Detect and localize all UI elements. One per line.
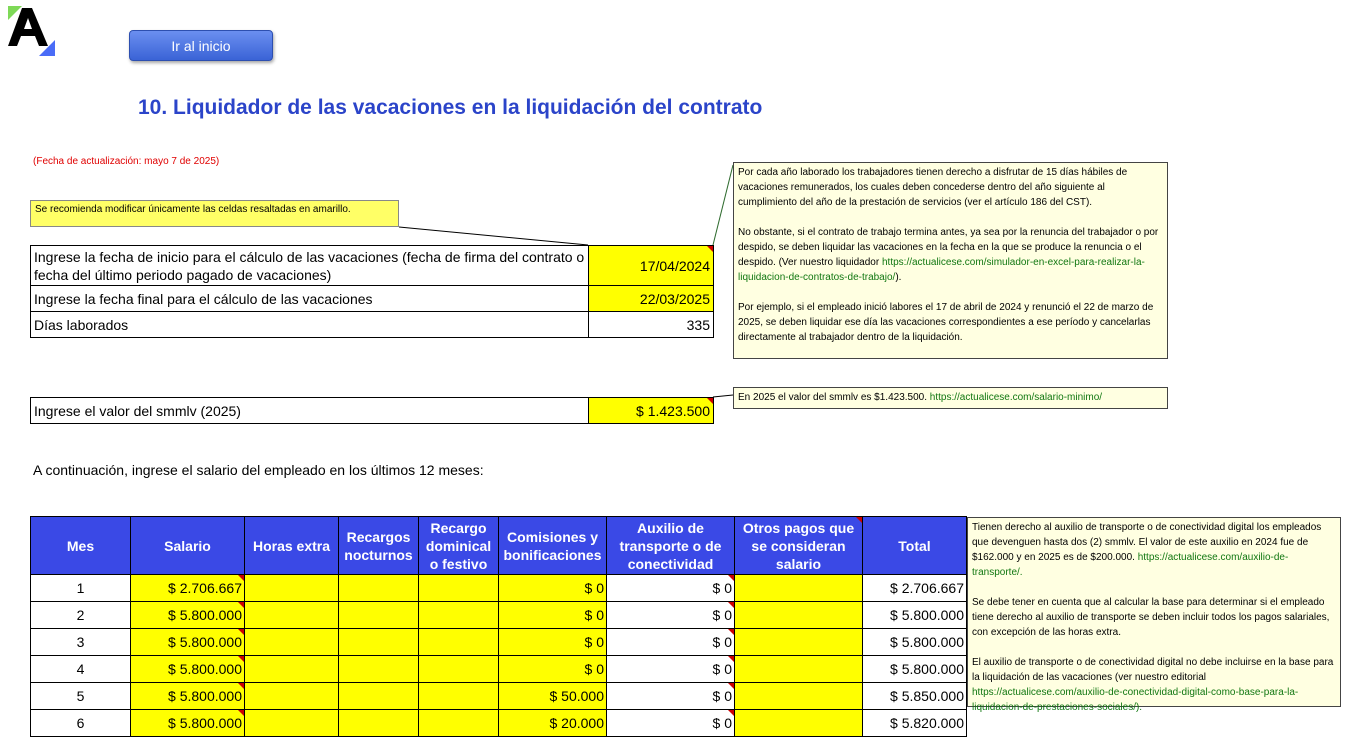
salary-input[interactable]: $ 5.800.000 [131,710,245,737]
col-horas-extra: Horas extra [245,517,339,575]
night-surcharge-input[interactable] [339,629,419,656]
salary-input[interactable]: $ 5.800.000 [131,602,245,629]
days-worked-value: 335 [589,312,714,338]
night-surcharge-input[interactable] [339,683,419,710]
other-payments-input[interactable] [735,629,863,656]
other-payments-input[interactable] [735,683,863,710]
table-row [31,683,967,710]
night-surcharge-input[interactable] [339,602,419,629]
commissions-input[interactable]: $ 0 [499,629,607,656]
mes-cell: 4 [31,656,131,683]
salary-intro: A continuación, ingrese el salario del empleado en los últimos 12 meses: [33,462,484,478]
col-recargo-dominical: Recargo dominical o festivo [419,517,499,575]
transport-note-p2: Se debe tener en cuenta que al calcular la base para determinar si el empleado tiene derecho al auxilio de transporte se deben incluir todos los pagos salariales, con excepción de las horas extra. [972,597,1330,638]
smmlv-form [30,397,714,424]
overtime-input[interactable] [245,575,339,602]
smmlv-label: Ingrese el valor del smmlv (2025) [31,398,589,424]
sunday-surcharge-input[interactable] [419,710,499,737]
vacations-note-p3: Por ejemplo, si el empleado inició labores el 17 de abril de 2024 y renunció el 22 de marzo de 2025, se deben liquidar ese día las vacaciones correspondientes a ese período y cancelarlas directamente al trabajador dentro de la liquidación. [738,302,1154,343]
sunday-surcharge-input[interactable] [419,683,499,710]
sunday-surcharge-input[interactable] [419,602,499,629]
mes-cell: 5 [31,683,131,710]
days-worked-label: Días laborados [31,312,589,338]
commissions-input[interactable]: $ 50.000 [499,683,607,710]
home-button[interactable]: Ir al inicio [129,30,273,61]
overtime-input[interactable] [245,683,339,710]
other-payments-input[interactable] [735,656,863,683]
salario-minimo-link[interactable]: https://actualicese.com/salario-minimo/ [929,392,1103,403]
auxilio-transporte-link[interactable]: https://actualicese.com/auxilio-de-transporte/. [972,552,1289,578]
total-cell: $ 5.800.000 [863,602,967,629]
dates-form [30,245,714,338]
vacations-comment [733,162,1168,359]
table-row [31,710,967,737]
other-payments-input[interactable] [735,710,863,737]
other-payments-input[interactable] [735,602,863,629]
transport-allowance-cell: $ 0 [607,656,735,683]
transport-note-p3: El auxilio de transporte o de conectividad digital no debe incluirse en la base para la liquidación de las vacaciones (ver nuestro editorial https://actualicese.com/auxilio-de-conectividad-digital-como-base-para-la-liquidacion-de-prestaciones-sociales/). [972,657,1334,713]
smmlv-comment: En 2025 el valor del smmlv es $1.423.500. https://actualicese.com/salario-minimo/ [733,387,1168,409]
sunday-surcharge-input[interactable] [419,656,499,683]
night-surcharge-input[interactable] [339,656,419,683]
transport-allowance-cell: $ 0 [607,629,735,656]
transport-allowance-cell: $ 0 [607,602,735,629]
overtime-input[interactable] [245,656,339,683]
liquidador-link[interactable]: https://actualicese.com/simulador-en-excel-para-realizar-la-liquidacion-de-contratos-de-trabajo/ [738,257,1145,283]
mes-cell: 1 [31,575,131,602]
commissions-input[interactable]: $ 20.000 [499,710,607,737]
night-surcharge-input[interactable] [339,710,419,737]
transport-comment [967,517,1341,713]
overtime-input[interactable] [245,602,339,629]
other-payments-input[interactable] [735,575,863,602]
commissions-input[interactable]: $ 0 [499,575,607,602]
total-cell: $ 5.800.000 [863,629,967,656]
col-recargos-nocturnos: Recargos nocturnos [339,517,419,575]
total-cell: $ 5.820.000 [863,710,967,737]
overtime-input[interactable] [245,710,339,737]
update-date: (Fecha de actualización: mayo 7 de 2025) [33,156,220,167]
salary-input[interactable]: $ 2.706.667 [131,575,245,602]
transport-allowance-cell: $ 0 [607,683,735,710]
vacations-note-p1: Por cada año laborado los trabajadores tienen derecho a disfrutar de 15 días hábiles de vacaciones remunerados, los cuales deben concederse dentro del año siguiente al cumplimiento del año de la prestación de servicios (ver el artículo 186 del CST). [738,167,1128,208]
vacations-note-p2: No obstante, si el contrato de trabajo termina antes, ya sea por la renuncia del trabajador o por despido, se deben liquidar las vacaciones en la fecha en la que se produce la renuncia o el despido. (Ver nuestro liquidador https://actualicese.com/simulador-en-excel-para-realizar-la-liquidacion-de-contratos-de-trabajo/). [738,227,1159,283]
salary-input[interactable]: $ 5.800.000 [131,683,245,710]
table-row [31,575,967,602]
recommendation-note: Se recomienda modificar únicamente las celdas resaltadas en amarillo. [30,200,399,227]
start-date-input[interactable]: 17/04/2024 [589,246,714,286]
commissions-input[interactable]: $ 0 [499,656,607,683]
mes-cell: 2 [31,602,131,629]
sunday-surcharge-input[interactable] [419,629,499,656]
col-total: Total [863,517,967,575]
col-mes: Mes [31,517,131,575]
salary-table [30,516,967,737]
smmlv-input[interactable]: $ 1.423.500 [589,398,714,424]
mes-cell: 6 [31,710,131,737]
end-date-input[interactable]: 22/03/2025 [589,286,714,312]
sunday-surcharge-input[interactable] [419,575,499,602]
salary-input[interactable]: $ 5.800.000 [131,656,245,683]
table-row [31,656,967,683]
end-date-label: Ingrese la fecha final para el cálculo de las vacaciones [31,286,589,312]
total-cell: $ 2.706.667 [863,575,967,602]
overtime-input[interactable] [245,629,339,656]
col-otros-pagos: Otros pagos que se consideran salario [735,517,863,575]
conectividad-link[interactable]: https://actualicese.com/auxilio-de-conectividad-digital-como-base-para-la-liquidacion-de-prestaciones-sociales/). [972,687,1299,713]
transport-allowance-cell: $ 0 [607,575,735,602]
table-row [31,602,967,629]
mes-cell: 3 [31,629,131,656]
actualicese-logo-icon [8,6,56,56]
commissions-input[interactable]: $ 0 [499,602,607,629]
table-row [31,629,967,656]
page-title: 10. Liquidador de las vacaciones en la liquidación del contrato [138,96,763,119]
transport-allowance-cell: $ 0 [607,710,735,737]
col-comisiones: Comisiones y bonificaciones [499,517,607,575]
night-surcharge-input[interactable] [339,575,419,602]
transport-note-p1: Tienen derecho al auxilio de transporte o de conectividad digital los empleados que devenguen hasta dos (2) smmlv. El valor de este auxilio en 2024 fue de $162.000 y en 2025 es de $200.000. https://actualicese.com/auxilio-de-transporte/. [972,522,1322,578]
total-cell: $ 5.800.000 [863,656,967,683]
start-date-label: Ingrese la fecha de inicio para el cálculo de las vacaciones (fecha de firma del contrato o fecha del último periodo pagado de vacaciones) [31,246,589,286]
salary-input[interactable]: $ 5.800.000 [131,629,245,656]
total-cell: $ 5.850.000 [863,683,967,710]
col-auxilio: Auxilio de transporte o de conectividad [607,517,735,575]
col-salario: Salario [131,517,245,575]
